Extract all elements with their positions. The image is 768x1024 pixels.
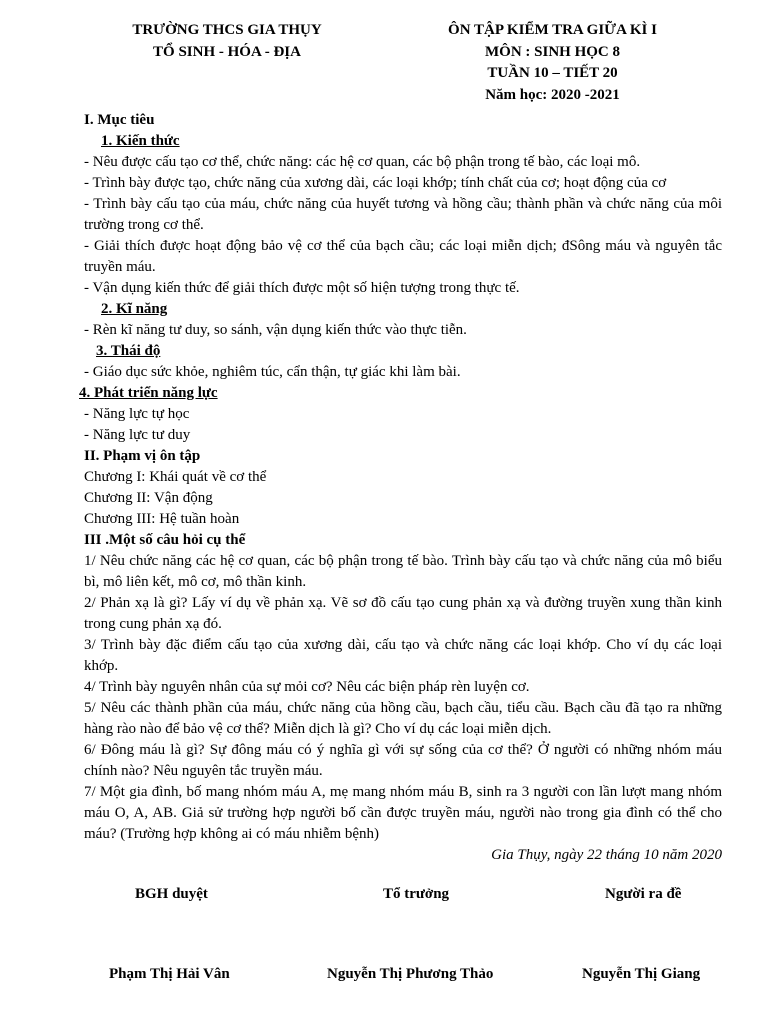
competence-item: - Năng lực tự học: [84, 406, 190, 422]
exam-title: ÔN TẬP KIỂM TRA GIỮA KÌ I: [448, 22, 657, 38]
subject-line: MÔN : SINH HỌC 8: [485, 43, 620, 60]
question-item: 5/ Nêu các thành phần của máu, chức năng của hồng cầu, bạch cầu, tiểu cầu. Bạch cầu đã tạo ra những hàng rào nào để bảo vệ cơ thể? Miễn dịch là gì? Cho ví dụ các loại miễn dịch.: [84, 700, 722, 737]
week-lesson-line: TUẦN 10 – TIẾT 20: [487, 65, 618, 81]
question-item: 6/ Đông máu là gì? Sự đông máu có ý nghĩa gì với sự sống của cơ thể? Ở người có những nhóm máu chính nào? Nêu nguyên tắc truyền máu.: [84, 742, 722, 779]
exam-info: [410, 20, 695, 106]
attitude-heading: 3. Thái độ: [96, 343, 161, 359]
section-questions-title: III .Một số câu hỏi cụ thể: [84, 532, 246, 548]
question-item: 2/ Phản xạ là gì? Lấy ví dụ về phản xạ. Vẽ sơ đồ cấu tạo cung phản xạ và đường truyền xung thần kinh trong cung phản xạ đó.: [84, 595, 722, 632]
knowledge-item: - Trình bày cấu tạo của máu, chức năng của huyết tương và hồng cầu; thành phần và chức năng của môi trường trong cơ thể.: [84, 196, 722, 233]
date-line: Gia Thụy, ngày 22 tháng 10 năm 2020: [491, 847, 722, 863]
name-team-leader: Nguyễn Thị Phương Thảo: [327, 966, 494, 982]
section-scope-title: II. Phạm vị ôn tập: [84, 448, 201, 464]
attitude-item: - Giáo dục sức khỏe, nghiêm túc, cẩn thận, tự giác khi làm bài.: [84, 364, 461, 380]
school-year-line: Năm học: 2020 -2021: [485, 86, 620, 103]
section-objectives-title: I. Mục tiêu: [84, 112, 155, 128]
document-header: [0, 20, 768, 110]
knowledge-item: - Trình bày được tạo, chức năng của xương dài, các loại khớp; tính chất của cơ; hoạt động của cơ: [84, 175, 667, 191]
question-item: 7/ Một gia đình, bố mang nhóm máu A, mẹ mang nhóm máu B, sinh ra 3 người con lần lượt mang nhóm máu O, A, AB. Giả sử trường hợp người bố cần được truyền máu, người nào trong gia đình có thể cho máu? (Trường hợp không ai có máu nhiễm bệnh): [84, 784, 722, 842]
name-board-approval: Phạm Thị Hải Vân: [109, 966, 230, 982]
chapter-item: Chương I: Khái quát về cơ thể: [84, 469, 267, 485]
school-info: [112, 20, 342, 63]
question-item: 4/ Trình bày nguyên nhân của sự mỏi cơ? Nêu các biện pháp rèn luyện cơ.: [84, 679, 530, 695]
question-item: 1/ Nêu chức năng các hệ cơ quan, các bộ phận trong tế bào. Trình bày cấu tạo và chức năng của mô biểu bì, mô liên kết, mô cơ, mô thần kinh.: [84, 553, 722, 590]
skills-item: - Rèn kĩ năng tư duy, so sánh, vận dụng kiến thức vào thực tiễn.: [84, 322, 467, 338]
role-team-leader: Tổ trưởng: [383, 886, 450, 902]
knowledge-item: - Nêu được cấu tạo cơ thể, chức năng: các hệ cơ quan, các bộ phận trong tế bào, các loại mô.: [84, 154, 641, 170]
knowledge-item: - Giải thích được hoạt động bảo vệ cơ thể của bạch cầu; các loại miễn dịch; đSông máu và nguyên tắc truyền máu.: [84, 238, 722, 275]
knowledge-item: - Vận dụng kiến thức để giải thích được một số hiện tượng trong thực tế.: [84, 280, 520, 296]
competence-item: - Năng lực tư duy: [84, 427, 191, 443]
document-body: [79, 110, 722, 866]
department-name: TỔ SINH - HÓA - ĐỊA: [153, 43, 301, 60]
chapter-item: Chương III: Hệ tuần hoàn: [84, 511, 240, 527]
chapter-item: Chương II: Vận động: [84, 490, 213, 506]
school-name: TRƯỜNG THCS GIA THỤY: [132, 22, 322, 38]
role-author: Người ra đề: [605, 886, 682, 902]
role-board-approval: BGH duyệt: [135, 886, 208, 902]
skills-heading: 2. Kĩ năng: [101, 301, 168, 317]
knowledge-heading: 1. Kiến thức: [101, 133, 180, 149]
question-item: 3/ Trình bày đặc điểm cấu tạo của xương dài, cấu tạo và chức năng các loại khớp. Cho ví dụ các loại khớp.: [84, 637, 722, 674]
name-author: Nguyễn Thị Giang: [582, 966, 701, 982]
competence-heading: 4. Phát triển năng lực: [79, 385, 218, 401]
